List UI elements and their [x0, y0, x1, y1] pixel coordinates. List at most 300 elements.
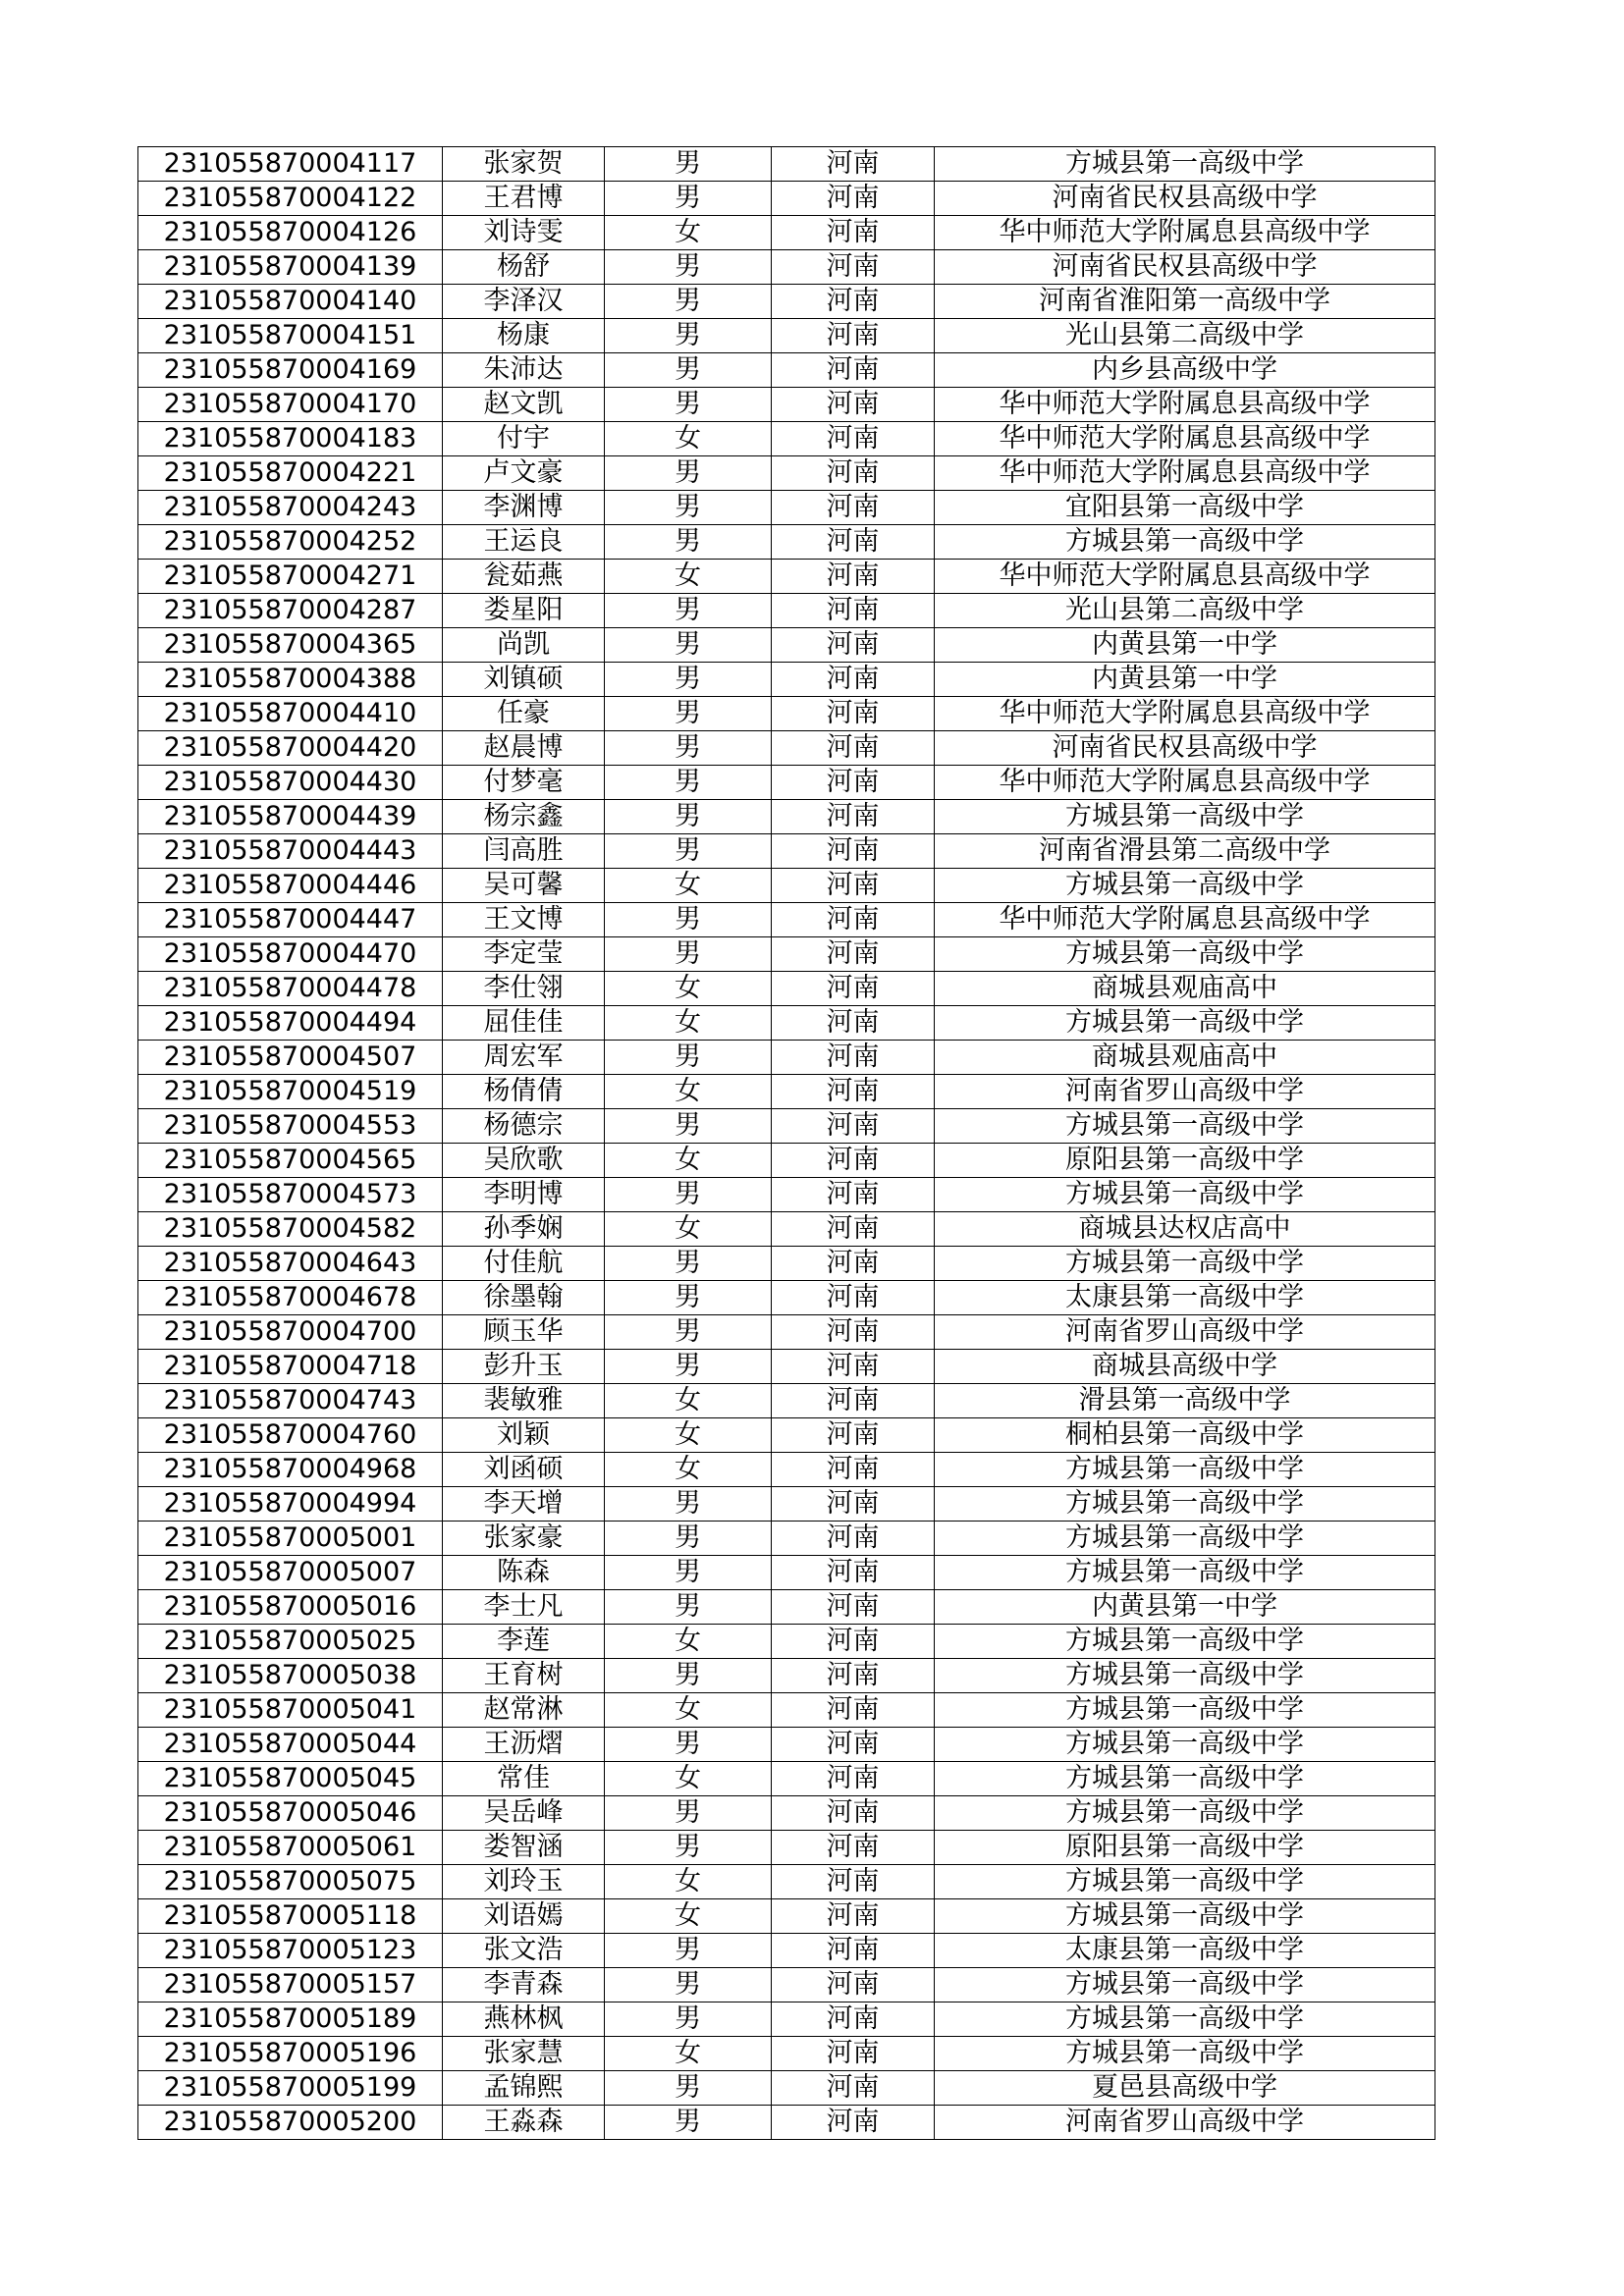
province-cell: 河南 [772, 1350, 935, 1384]
name-cell: 王运良 [443, 525, 605, 560]
table-row [138, 1384, 1435, 1418]
table-row [138, 1006, 1435, 1041]
school-cell: 商城县观庙高中 [935, 1041, 1435, 1075]
province-cell: 河南 [772, 285, 935, 319]
exam-id-cell: 231055870004470 [138, 937, 443, 972]
school-cell: 桐柏县第一高级中学 [935, 1418, 1435, 1453]
exam-id-cell: 231055870004140 [138, 285, 443, 319]
name-cell: 刘诗雯 [443, 216, 605, 250]
exam-id-cell: 231055870005038 [138, 1659, 443, 1693]
student-table-body [138, 147, 1435, 2140]
exam-id-cell: 231055870004582 [138, 1212, 443, 1247]
gender-cell: 男 [605, 903, 772, 937]
school-cell: 方城县第一高级中学 [935, 800, 1435, 834]
province-cell: 河南 [772, 147, 935, 182]
name-cell: 付梦毫 [443, 766, 605, 800]
table-row [138, 1247, 1435, 1281]
school-cell: 河南省罗山高级中学 [935, 1315, 1435, 1350]
province-cell: 河南 [772, 1728, 935, 1762]
province-cell: 河南 [772, 1522, 935, 1556]
gender-cell: 男 [605, 937, 772, 972]
exam-id-cell: 231055870005044 [138, 1728, 443, 1762]
gender-cell: 男 [605, 1556, 772, 1590]
table-row [138, 1315, 1435, 1350]
exam-id-cell: 231055870005189 [138, 2002, 443, 2037]
school-cell: 商城县观庙高中 [935, 972, 1435, 1006]
name-cell: 孟锦熙 [443, 2071, 605, 2106]
table-row [138, 2002, 1435, 2037]
gender-cell: 男 [605, 388, 772, 422]
gender-cell: 男 [605, 182, 772, 216]
name-cell: 顾玉华 [443, 1315, 605, 1350]
province-cell: 河南 [772, 491, 935, 525]
name-cell: 裴敏雅 [443, 1384, 605, 1418]
gender-cell: 男 [605, 1487, 772, 1522]
name-cell: 王育树 [443, 1659, 605, 1693]
name-cell: 李明博 [443, 1178, 605, 1212]
province-cell: 河南 [772, 1968, 935, 2002]
table-row [138, 2071, 1435, 2106]
exam-id-cell: 231055870004117 [138, 147, 443, 182]
province-cell: 河南 [772, 1865, 935, 1899]
province-cell: 河南 [772, 1659, 935, 1693]
province-cell: 河南 [772, 800, 935, 834]
school-cell: 光山县第二高级中学 [935, 594, 1435, 628]
exam-id-cell: 231055870004169 [138, 353, 443, 388]
school-cell: 河南省民权县高级中学 [935, 731, 1435, 766]
school-cell: 河南省罗山高级中学 [935, 2106, 1435, 2140]
exam-id-cell: 231055870004183 [138, 422, 443, 456]
exam-id-cell: 231055870004221 [138, 456, 443, 491]
province-cell: 河南 [772, 1693, 935, 1728]
name-cell: 刘语嫣 [443, 1899, 605, 1934]
table-row [138, 353, 1435, 388]
gender-cell: 男 [605, 834, 772, 869]
table-row [138, 1934, 1435, 1968]
gender-cell: 男 [605, 1831, 772, 1865]
province-cell: 河南 [772, 903, 935, 937]
school-cell: 河南省民权县高级中学 [935, 250, 1435, 285]
table-row [138, 491, 1435, 525]
name-cell: 赵晨博 [443, 731, 605, 766]
student-table [137, 146, 1435, 2140]
exam-id-cell: 231055870005007 [138, 1556, 443, 1590]
name-cell: 尚凯 [443, 628, 605, 663]
table-row [138, 937, 1435, 972]
province-cell: 河南 [772, 1315, 935, 1350]
province-cell: 河南 [772, 216, 935, 250]
table-row [138, 1075, 1435, 1109]
school-cell: 夏邑县高级中学 [935, 2071, 1435, 2106]
province-cell: 河南 [772, 525, 935, 560]
province-cell: 河南 [772, 869, 935, 903]
exam-id-cell: 231055870005118 [138, 1899, 443, 1934]
gender-cell: 男 [605, 250, 772, 285]
table-row [138, 319, 1435, 353]
gender-cell: 男 [605, 800, 772, 834]
province-cell: 河南 [772, 1247, 935, 1281]
province-cell: 河南 [772, 834, 935, 869]
school-cell: 宜阳县第一高级中学 [935, 491, 1435, 525]
gender-cell: 女 [605, 1418, 772, 1453]
table-row [138, 147, 1435, 182]
gender-cell: 男 [605, 353, 772, 388]
name-cell: 王沥熠 [443, 1728, 605, 1762]
gender-cell: 男 [605, 1796, 772, 1831]
exam-id-cell: 231055870005157 [138, 1968, 443, 2002]
table-row [138, 594, 1435, 628]
exam-id-cell: 231055870004410 [138, 697, 443, 731]
name-cell: 王文博 [443, 903, 605, 937]
table-row [138, 800, 1435, 834]
gender-cell: 男 [605, 628, 772, 663]
name-cell: 刘颖 [443, 1418, 605, 1453]
table-row [138, 250, 1435, 285]
gender-cell: 女 [605, 216, 772, 250]
table-row [138, 1178, 1435, 1212]
gender-cell: 女 [605, 1144, 772, 1178]
province-cell: 河南 [772, 353, 935, 388]
school-cell: 内乡县高级中学 [935, 353, 1435, 388]
name-cell: 娄智涵 [443, 1831, 605, 1865]
province-cell: 河南 [772, 972, 935, 1006]
name-cell: 李定莹 [443, 937, 605, 972]
table-row [138, 834, 1435, 869]
table-row [138, 1556, 1435, 1590]
gender-cell: 女 [605, 972, 772, 1006]
exam-id-cell: 231055870004643 [138, 1247, 443, 1281]
name-cell: 付佳航 [443, 1247, 605, 1281]
province-cell: 河南 [772, 1109, 935, 1144]
name-cell: 娄星阳 [443, 594, 605, 628]
exam-id-cell: 231055870004439 [138, 800, 443, 834]
name-cell: 杨舒 [443, 250, 605, 285]
school-cell: 方城县第一高级中学 [935, 869, 1435, 903]
school-cell: 方城县第一高级中学 [935, 1968, 1435, 2002]
gender-cell: 女 [605, 422, 772, 456]
exam-id-cell: 231055870004678 [138, 1281, 443, 1315]
gender-cell: 女 [605, 1865, 772, 1899]
table-row [138, 1212, 1435, 1247]
exam-id-cell: 231055870004700 [138, 1315, 443, 1350]
gender-cell: 男 [605, 319, 772, 353]
exam-id-cell: 231055870005045 [138, 1762, 443, 1796]
gender-cell: 男 [605, 285, 772, 319]
table-row [138, 1659, 1435, 1693]
exam-id-cell: 231055870004494 [138, 1006, 443, 1041]
exam-id-cell: 231055870004447 [138, 903, 443, 937]
gender-cell: 女 [605, 560, 772, 594]
exam-id-cell: 231055870004573 [138, 1178, 443, 1212]
school-cell: 方城县第一高级中学 [935, 937, 1435, 972]
school-cell: 华中师范大学附属息县高级中学 [935, 560, 1435, 594]
school-cell: 华中师范大学附属息县高级中学 [935, 388, 1435, 422]
exam-id-cell: 231055870005199 [138, 2071, 443, 2106]
school-cell: 方城县第一高级中学 [935, 1453, 1435, 1487]
exam-id-cell: 231055870004122 [138, 182, 443, 216]
table-row [138, 2037, 1435, 2071]
table-row [138, 628, 1435, 663]
exam-id-cell: 231055870005046 [138, 1796, 443, 1831]
gender-cell: 男 [605, 766, 772, 800]
table-row [138, 1831, 1435, 1865]
table-row [138, 1728, 1435, 1762]
exam-id-cell: 231055870004994 [138, 1487, 443, 1522]
school-cell: 方城县第一高级中学 [935, 1762, 1435, 1796]
province-cell: 河南 [772, 1281, 935, 1315]
gender-cell: 男 [605, 1350, 772, 1384]
name-cell: 张家慧 [443, 2037, 605, 2071]
name-cell: 李渊博 [443, 491, 605, 525]
gender-cell: 女 [605, 1006, 772, 1041]
table-row [138, 1109, 1435, 1144]
gender-cell: 男 [605, 731, 772, 766]
province-cell: 河南 [772, 628, 935, 663]
table-row [138, 1350, 1435, 1384]
school-cell: 华中师范大学附属息县高级中学 [935, 216, 1435, 250]
name-cell: 刘玲玉 [443, 1865, 605, 1899]
school-cell: 方城县第一高级中学 [935, 147, 1435, 182]
school-cell: 华中师范大学附属息县高级中学 [935, 422, 1435, 456]
province-cell: 河南 [772, 1418, 935, 1453]
school-cell: 方城县第一高级中学 [935, 1178, 1435, 1212]
table-row [138, 1899, 1435, 1934]
name-cell: 闫高胜 [443, 834, 605, 869]
province-cell: 河南 [772, 2002, 935, 2037]
exam-id-cell: 231055870004446 [138, 869, 443, 903]
name-cell: 李泽汉 [443, 285, 605, 319]
table-row [138, 869, 1435, 903]
exam-id-cell: 231055870004243 [138, 491, 443, 525]
gender-cell: 男 [605, 525, 772, 560]
school-cell: 方城县第一高级中学 [935, 2037, 1435, 2071]
exam-id-cell: 231055870005001 [138, 1522, 443, 1556]
table-row [138, 1144, 1435, 1178]
table-row [138, 388, 1435, 422]
gender-cell: 男 [605, 663, 772, 697]
name-cell: 吴岳峰 [443, 1796, 605, 1831]
exam-id-cell: 231055870005016 [138, 1590, 443, 1625]
gender-cell: 女 [605, 1693, 772, 1728]
gender-cell: 女 [605, 1075, 772, 1109]
table-row [138, 1041, 1435, 1075]
province-cell: 河南 [772, 2106, 935, 2140]
exam-id-cell: 231055870005025 [138, 1625, 443, 1659]
table-row [138, 697, 1435, 731]
name-cell: 孙季娴 [443, 1212, 605, 1247]
name-cell: 王淼森 [443, 2106, 605, 2140]
province-cell: 河南 [772, 1899, 935, 1934]
exam-id-cell: 231055870005075 [138, 1865, 443, 1899]
name-cell: 燕林枫 [443, 2002, 605, 2037]
table-row [138, 182, 1435, 216]
gender-cell: 女 [605, 869, 772, 903]
table-row [138, 1968, 1435, 2002]
table-row [138, 1522, 1435, 1556]
table-row [138, 663, 1435, 697]
gender-cell: 男 [605, 1247, 772, 1281]
school-cell: 方城县第一高级中学 [935, 1899, 1435, 1934]
name-cell: 赵常淋 [443, 1693, 605, 1728]
table-row [138, 525, 1435, 560]
school-cell: 方城县第一高级中学 [935, 1625, 1435, 1659]
table-row [138, 903, 1435, 937]
name-cell: 陈森 [443, 1556, 605, 1590]
province-cell: 河南 [772, 731, 935, 766]
school-cell: 商城县达权店高中 [935, 1212, 1435, 1247]
gender-cell: 男 [605, 1281, 772, 1315]
gender-cell: 男 [605, 1522, 772, 1556]
gender-cell: 男 [605, 1968, 772, 2002]
province-cell: 河南 [772, 1006, 935, 1041]
gender-cell: 男 [605, 1178, 772, 1212]
table-row [138, 766, 1435, 800]
name-cell: 张家贺 [443, 147, 605, 182]
table-row [138, 1693, 1435, 1728]
school-cell: 内黄县第一中学 [935, 628, 1435, 663]
exam-id-cell: 231055870004507 [138, 1041, 443, 1075]
province-cell: 河南 [772, 388, 935, 422]
name-cell: 吴可馨 [443, 869, 605, 903]
table-row [138, 2106, 1435, 2140]
province-cell: 河南 [772, 663, 935, 697]
school-cell: 方城县第一高级中学 [935, 1693, 1435, 1728]
exam-id-cell: 231055870004743 [138, 1384, 443, 1418]
school-cell: 方城县第一高级中学 [935, 1659, 1435, 1693]
name-cell: 李青森 [443, 1968, 605, 2002]
gender-cell: 男 [605, 456, 772, 491]
name-cell: 屈佳佳 [443, 1006, 605, 1041]
school-cell: 河南省滑县第二高级中学 [935, 834, 1435, 869]
province-cell: 河南 [772, 1590, 935, 1625]
gender-cell: 男 [605, 594, 772, 628]
gender-cell: 男 [605, 1315, 772, 1350]
school-cell: 内黄县第一中学 [935, 1590, 1435, 1625]
province-cell: 河南 [772, 1144, 935, 1178]
exam-id-cell: 231055870004565 [138, 1144, 443, 1178]
table-row [138, 972, 1435, 1006]
province-cell: 河南 [772, 560, 935, 594]
name-cell: 李天增 [443, 1487, 605, 1522]
exam-id-cell: 231055870004388 [138, 663, 443, 697]
province-cell: 河南 [772, 250, 935, 285]
province-cell: 河南 [772, 1212, 935, 1247]
name-cell: 周宏军 [443, 1041, 605, 1075]
exam-id-cell: 231055870004420 [138, 731, 443, 766]
table-row [138, 1487, 1435, 1522]
gender-cell: 男 [605, 147, 772, 182]
school-cell: 方城县第一高级中学 [935, 1247, 1435, 1281]
name-cell: 刘镇硕 [443, 663, 605, 697]
name-cell: 李士凡 [443, 1590, 605, 1625]
province-cell: 河南 [772, 2071, 935, 2106]
school-cell: 方城县第一高级中学 [935, 1109, 1435, 1144]
school-cell: 方城县第一高级中学 [935, 2002, 1435, 2037]
table-row [138, 1865, 1435, 1899]
gender-cell: 男 [605, 697, 772, 731]
name-cell: 李仕翎 [443, 972, 605, 1006]
school-cell: 华中师范大学附属息县高级中学 [935, 456, 1435, 491]
province-cell: 河南 [772, 319, 935, 353]
province-cell: 河南 [772, 1625, 935, 1659]
gender-cell: 男 [605, 1934, 772, 1968]
name-cell: 杨康 [443, 319, 605, 353]
gender-cell: 女 [605, 1899, 772, 1934]
gender-cell: 女 [605, 1212, 772, 1247]
province-cell: 河南 [772, 1075, 935, 1109]
table-row [138, 560, 1435, 594]
school-cell: 方城县第一高级中学 [935, 1865, 1435, 1899]
province-cell: 河南 [772, 1934, 935, 1968]
name-cell: 任豪 [443, 697, 605, 731]
table-row [138, 1418, 1435, 1453]
table-row [138, 1625, 1435, 1659]
name-cell: 瓮茹燕 [443, 560, 605, 594]
name-cell: 杨德宗 [443, 1109, 605, 1144]
school-cell: 华中师范大学附属息县高级中学 [935, 766, 1435, 800]
province-cell: 河南 [772, 1831, 935, 1865]
table-row [138, 731, 1435, 766]
exam-id-cell: 231055870004271 [138, 560, 443, 594]
school-cell: 华中师范大学附属息县高级中学 [935, 903, 1435, 937]
province-cell: 河南 [772, 766, 935, 800]
exam-id-cell: 231055870004553 [138, 1109, 443, 1144]
school-cell: 方城县第一高级中学 [935, 1556, 1435, 1590]
table-row [138, 1281, 1435, 1315]
gender-cell: 男 [605, 1590, 772, 1625]
province-cell: 河南 [772, 1762, 935, 1796]
name-cell: 刘函硕 [443, 1453, 605, 1487]
school-cell: 河南省民权县高级中学 [935, 182, 1435, 216]
school-cell: 原阳县第一高级中学 [935, 1144, 1435, 1178]
name-cell: 卢文豪 [443, 456, 605, 491]
exam-id-cell: 231055870004287 [138, 594, 443, 628]
school-cell: 河南省淮阳第一高级中学 [935, 285, 1435, 319]
name-cell: 杨倩倩 [443, 1075, 605, 1109]
province-cell: 河南 [772, 1384, 935, 1418]
gender-cell: 男 [605, 2002, 772, 2037]
name-cell: 徐墨翰 [443, 1281, 605, 1315]
table-row [138, 285, 1435, 319]
exam-id-cell: 231055870004718 [138, 1350, 443, 1384]
school-cell: 太康县第一高级中学 [935, 1281, 1435, 1315]
province-cell: 河南 [772, 1453, 935, 1487]
exam-id-cell: 231055870004519 [138, 1075, 443, 1109]
gender-cell: 男 [605, 491, 772, 525]
name-cell: 彭升玉 [443, 1350, 605, 1384]
exam-id-cell: 231055870004365 [138, 628, 443, 663]
school-cell: 滑县第一高级中学 [935, 1384, 1435, 1418]
gender-cell: 男 [605, 2071, 772, 2106]
province-cell: 河南 [772, 1487, 935, 1522]
gender-cell: 女 [605, 1453, 772, 1487]
exam-id-cell: 231055870004139 [138, 250, 443, 285]
name-cell: 赵文凯 [443, 388, 605, 422]
exam-id-cell: 231055870004430 [138, 766, 443, 800]
exam-id-cell: 231055870004443 [138, 834, 443, 869]
province-cell: 河南 [772, 182, 935, 216]
school-cell: 光山县第二高级中学 [935, 319, 1435, 353]
exam-id-cell: 231055870004760 [138, 1418, 443, 1453]
gender-cell: 男 [605, 1041, 772, 1075]
province-cell: 河南 [772, 594, 935, 628]
exam-id-cell: 231055870005123 [138, 1934, 443, 1968]
province-cell: 河南 [772, 1556, 935, 1590]
name-cell: 王君博 [443, 182, 605, 216]
gender-cell: 女 [605, 1625, 772, 1659]
school-cell: 方城县第一高级中学 [935, 1006, 1435, 1041]
province-cell: 河南 [772, 1041, 935, 1075]
